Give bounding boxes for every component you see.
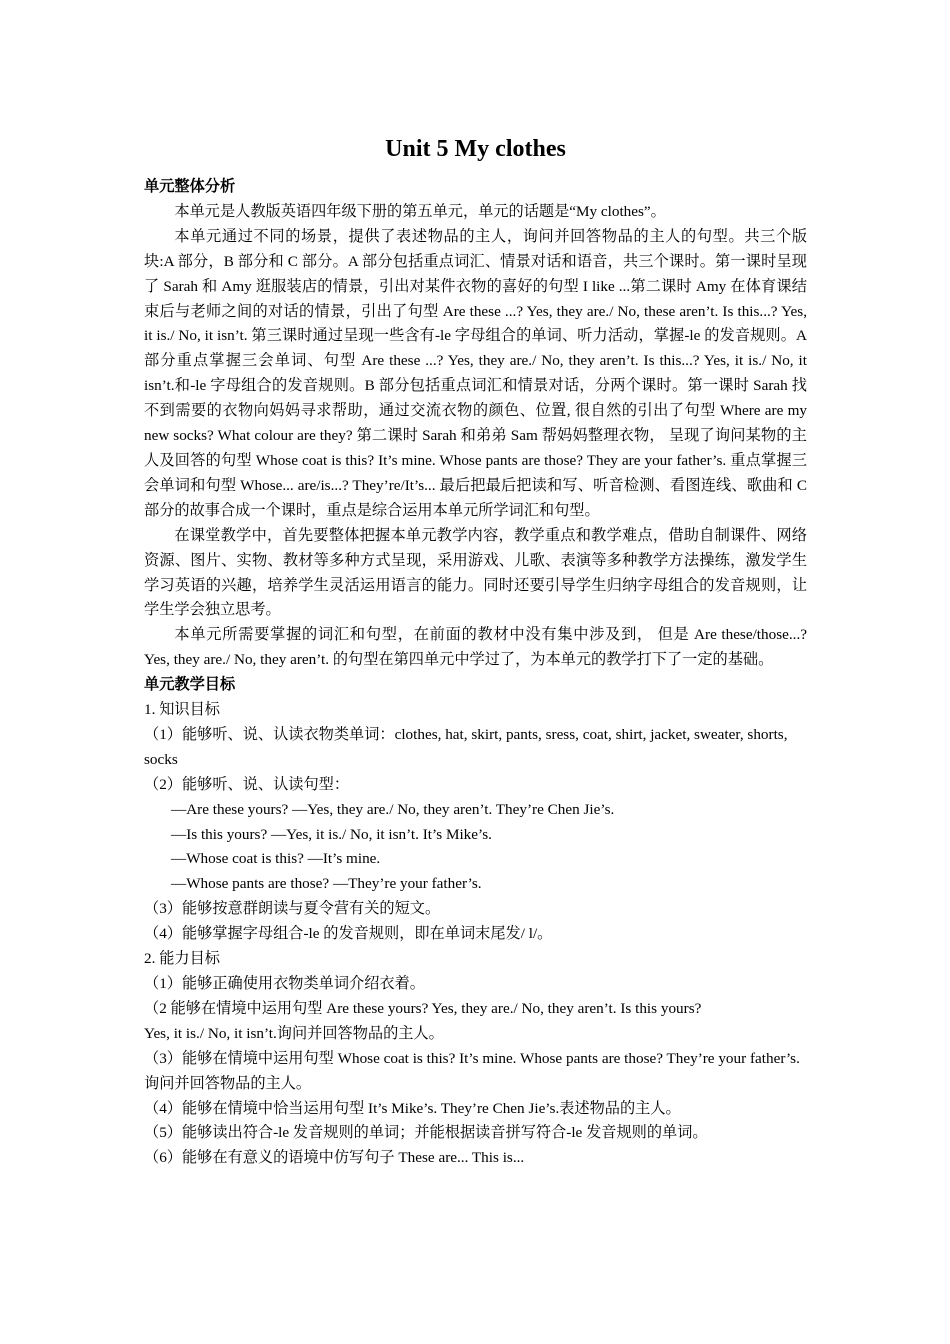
document-title: Unit 5 My clothes bbox=[385, 136, 566, 162]
ability-item-4: （4）能够在情境中恰当运用句型 It’s Mike’s. They’re Chen Jie’s.表述物品的主人。 bbox=[144, 1099, 681, 1117]
section-heading-goals: 单元教学目标 bbox=[144, 676, 236, 694]
goal-heading-knowledge: 1. 知识目标 bbox=[144, 701, 220, 719]
knowledge-item-3: （3）能够按意群朗读与夏令营有关的短文。 bbox=[144, 900, 441, 918]
ability-item-1: （1）能够正确使用衣物类单词介绍衣着。 bbox=[144, 975, 425, 992]
ability-item-5: （5）能够读出符合-le 发音规则的单词；并能根据读音拼写符合-le 发音规则的单词。 bbox=[144, 1124, 708, 1142]
ability-item-6: （6）能够在有意义的语境中仿写句子 These are... This is... bbox=[144, 1149, 525, 1167]
goal-heading-ability: 2. 能力目标 bbox=[144, 950, 220, 968]
sentence-pattern-line: —Whose pants are those? —They’re your father’s. bbox=[171, 875, 482, 893]
ability-item-2-line-2: Yes, it is./ No, it isn’t.询问并回答物品的主人。 bbox=[144, 1024, 444, 1042]
paragraph-4: 本单元所需要掌握的词汇和句型，在前面的教材中没有集中涉及到， 但是 Are these/those...? Yes, they are./ No, they aren’t. 的句型在第四单元中学过了，为本单元的教学打下了一定的基础。 bbox=[144, 626, 807, 669]
sentence-pattern-line: —Whose coat is this? —It’s mine. bbox=[171, 850, 381, 868]
knowledge-item-1: （1）能够听、说、认读衣物类单词：clothes, hat, skirt, pants, sress, coat, shirt, jacket, sweater, shorts, socks bbox=[144, 725, 788, 768]
document-page bbox=[144, 128, 807, 1171]
paragraph-2: 本单元通过不同的场景，提供了表述物品的主人，询问并回答物品的主人的句型。共三个版块:A 部分，B 部分和 C 部分。A 部分包括重点词汇、情景对话和语音，共三个课时。第一课时呈现了 Sarah 和 Amy 逛服装店的情景，引出对某件衣物的喜好的句型 I like ...第二课时 Amy 在体育课结束后与老师之间的对话的情景，引出了句型 Are these ...? Yes, they are./ No, these aren’t. Is this...? Yes, it is./ No, it isn’t. 第三课时通过呈现一些含有-le 字母组合的单词、听力活动，掌握-le 的发音规则。A 部分重点掌握三会单词、句型 Are these ...? Yes, they are./ No, they aren’t. Is this...? Yes, it is./ No, it isn’t.和-le 字母组合的发音规则。B 部分包括重点词汇和情景对话，分两个课时。第一课时 Sarah 找不到需要的衣物向妈妈寻求帮助，通过交流衣物的颜色、位置, 很自然的引出了句型 Where are my new socks? What colour are they? 第二课时 Sarah 和弟弟 Sam 帮妈妈整理衣物， 呈现了询问某物的主人及回答的句型 Whose coat is this? It’s mine. Whose pants are those? They are your father’s. 重点掌握三会单词和句型 Whose... are/is...? They’re/It’s... 最后把最后把读和写、听音检测、看图连线、歌曲和 C 部分的故事合成一个课时，重点是综合运用本单元所学词汇和句型。 bbox=[144, 227, 807, 519]
knowledge-item-2: （2）能够听、说、认读句型： bbox=[144, 775, 350, 793]
paragraph-3: 在课堂教学中，首先要整体把握本单元教学内容，教学重点和教学难点，借助自制课件、网络资源、图片、实物、教材等多种方式呈现，采用游戏、儿歌、表演等多种教学方法操练，激发学生学习英语的兴趣，培养学生灵活运用语言的能力。同时还要引导学生归纳字母组合的发音规则，让学生学会独立思考。 bbox=[144, 526, 807, 619]
section-heading-analysis: 单元整体分析 bbox=[144, 178, 236, 195]
knowledge-item-4: （4）能够掌握字母组合-le 的发音规则，即在单词末尾发/ l/。 bbox=[144, 925, 553, 943]
sentence-pattern-line: —Are these yours? —Yes, they are./ No, they aren’t. They’re Chen Jie’s. bbox=[171, 800, 615, 818]
paragraph-1: 本单元是人教版英语四年级下册的第五单元，单元的话题是“My clothes”。 bbox=[174, 202, 666, 220]
sentence-pattern-line: —Is this yours? —Yes, it is./ No, it isn’t. It’s Mike’s. bbox=[171, 825, 492, 843]
ability-item-2-line-1: （2 能够在情境中运用句型 Are these yours? Yes, they are./ No, they aren’t. Is this yours? bbox=[144, 999, 702, 1017]
ability-item-3: （3）能够在情境中运用句型 Whose coat is this? It’s mine. Whose pants are those? They’re your father’s. 询问并回答物品的主人。 bbox=[144, 1049, 800, 1092]
